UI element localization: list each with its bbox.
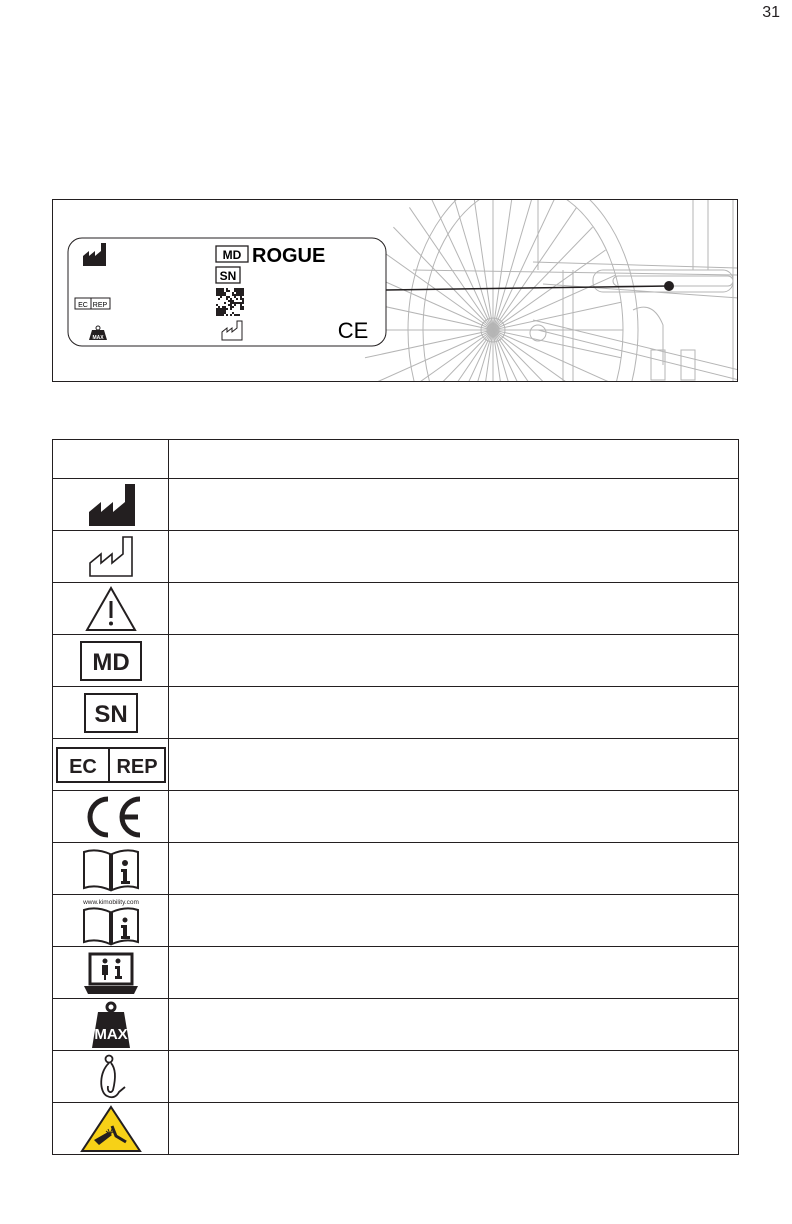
- label-max-text: MAX: [92, 335, 104, 341]
- row-description: [169, 687, 739, 739]
- label-rep-text: REP: [92, 302, 108, 309]
- ec-text: EC: [68, 755, 97, 778]
- row-description: [169, 895, 739, 947]
- table-row: [53, 479, 739, 531]
- row-description: [169, 479, 739, 531]
- row-description: [169, 1051, 739, 1103]
- label-product-name: ROGUE: [252, 245, 326, 267]
- table-row: [53, 843, 739, 895]
- table-row: [53, 583, 739, 635]
- read-manual-icon: [76, 844, 146, 894]
- table-row: [53, 1103, 739, 1155]
- label-ce-mark: CE: [337, 318, 369, 343]
- row-description: [169, 635, 739, 687]
- serial-number-icon: [76, 688, 146, 738]
- table-row: [53, 531, 739, 583]
- table-row: [53, 895, 739, 947]
- table-header-row: [53, 440, 739, 479]
- ec-rep-icon: [55, 740, 167, 790]
- max-weight-icon: [76, 1000, 146, 1050]
- label-md-badge: MD: [222, 248, 242, 262]
- page-number: 31: [762, 4, 780, 21]
- label-sn-badge: SN: [219, 269, 237, 283]
- rep-text: REP: [115, 755, 158, 778]
- date-of-manufacture-icon: [81, 532, 141, 582]
- table-row: [53, 791, 739, 843]
- wheelchair-frame-drawing: [53, 200, 738, 382]
- row-description: [169, 583, 739, 635]
- table-row: [53, 947, 739, 999]
- medical-device-icon: [76, 636, 146, 686]
- label-ec-text: EC: [78, 302, 88, 309]
- row-description: [169, 791, 739, 843]
- table-row: [53, 999, 739, 1051]
- tie-down-hook-icon: [81, 1052, 141, 1102]
- md-text: MD: [91, 648, 130, 676]
- table-row: [53, 635, 739, 687]
- sn-text: SN: [93, 700, 128, 728]
- row-description: [169, 947, 739, 999]
- product-label-illustration: [52, 199, 738, 382]
- caution-icon: [81, 584, 141, 634]
- table-row: [53, 1051, 739, 1103]
- table-row: [53, 687, 739, 739]
- table-row: [53, 739, 739, 791]
- online-manual-url: www.kimobility.com: [82, 898, 139, 906]
- pinch-point-warning-icon: [76, 1104, 146, 1154]
- row-description: [169, 739, 739, 791]
- header-symbol: [53, 440, 169, 479]
- row-description: [169, 999, 739, 1051]
- row-description: [169, 1103, 739, 1155]
- electronic-ifu-icon: [76, 948, 146, 998]
- header-description: [169, 440, 739, 479]
- ce-mark-icon: [76, 792, 146, 842]
- manufacturer-icon: [81, 480, 141, 530]
- row-description: [169, 843, 739, 895]
- symbols-table: [52, 439, 739, 1155]
- online-manual-icon: [71, 896, 151, 946]
- row-description: [169, 531, 739, 583]
- max-text: MAX: [93, 1025, 128, 1043]
